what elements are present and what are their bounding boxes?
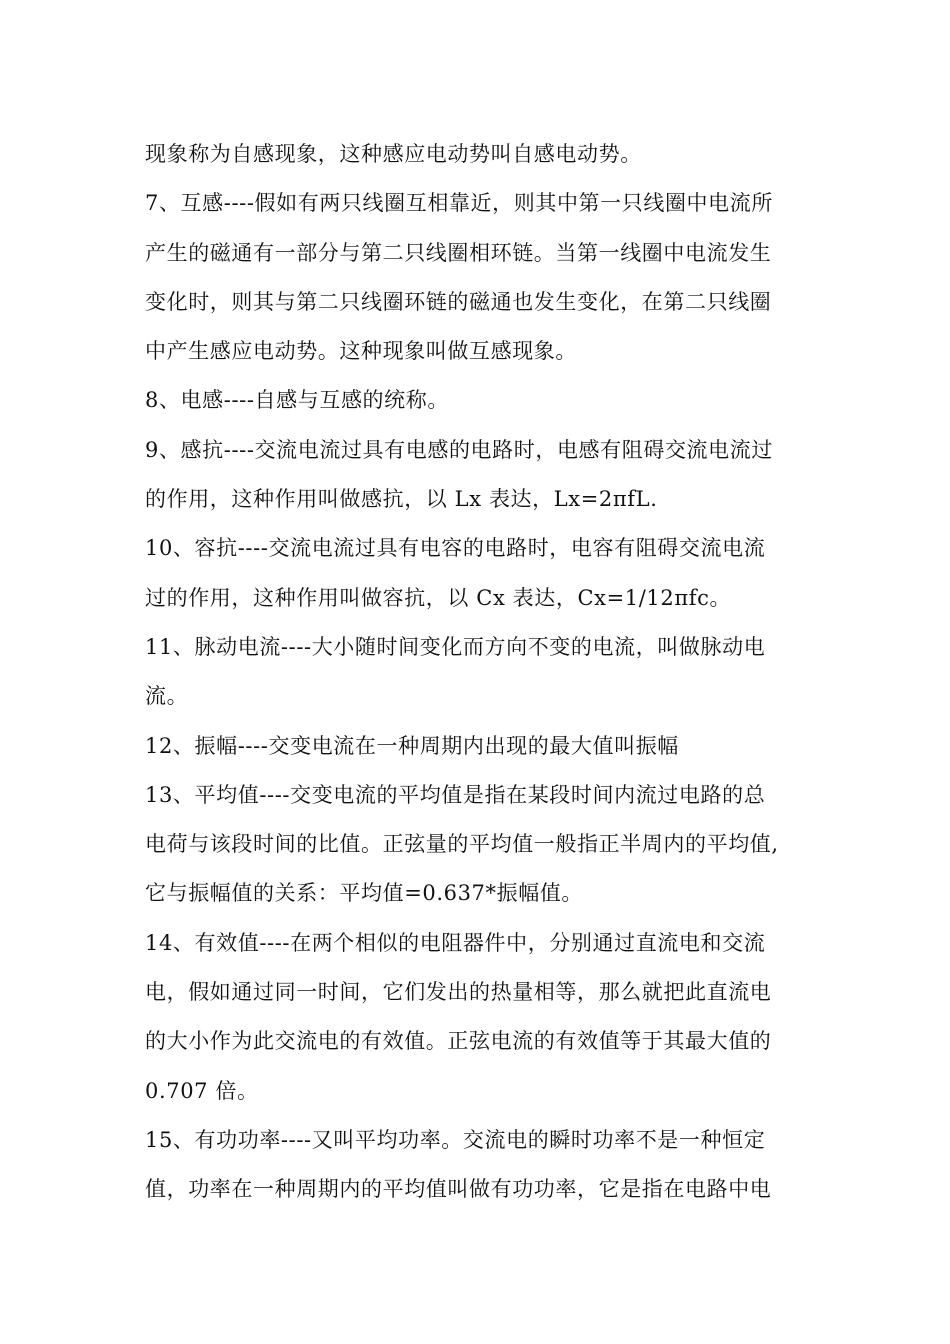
- text-line: 值，功率在一种周期内的平均值叫做有功功率，它是指在电路中电: [145, 1177, 772, 1202]
- text-line: 13、平均值----交变电流的平均值是指在某段时间内流过电路的总: [145, 782, 766, 807]
- text-line: 10、容抗----交流电流过具有电容的电路时，电容有阻碍交流电流: [145, 536, 766, 561]
- text-line: 流。: [145, 684, 189, 709]
- text-line: 14、有效值----在两个相似的电阻器件中，分别通过直流电和交流: [145, 930, 766, 955]
- text-line: 电，假如通过同一时间，它们发出的热量相等，那么就把此直流电: [145, 980, 772, 1005]
- text-line: 电荷与该段时间的比值。正弦量的平均值一般指正半周内的平均值,: [145, 832, 779, 857]
- text-line: 8、电感----自感与互感的统称。: [145, 388, 449, 413]
- document-body: [145, 130, 815, 1215]
- text-line: 它与振幅值的关系：平均值=0.637*振幅值。: [145, 881, 584, 906]
- text-line: 过的作用，这种作用叫做容抗，以 Cx 表达，Cx=1/12πfc。: [145, 585, 732, 610]
- text-line: 产生的磁通有一部分与第二只线圈相环链。当第一线圈中电流发生: [145, 240, 772, 265]
- text-line: 中产生感应电动势。这种现象叫做互感现象。: [145, 339, 577, 364]
- text-line: 11、脉动电流----大小随时间变化而方向不变的电流，叫做脉动电: [145, 634, 766, 659]
- text-line: 的大小作为此交流电的有效值。正弦电流的有效值等于其最大值的: [145, 1029, 772, 1054]
- text-line: 7、互感----假如有两只线圈互相靠近，则其中第一只线圈中电流所: [145, 191, 773, 216]
- text-line: 变化时，则其与第二只线圈环链的磁通也发生变化，在第二只线圈: [145, 289, 772, 314]
- text-line: 0.707 倍。: [145, 1078, 259, 1103]
- text-line: 的作用，这种作用叫做感抗，以 Lx 表达，Lx=2πfL.: [145, 487, 658, 512]
- text-line: 15、有功功率----又叫平均功率。交流电的瞬时功率不是一种恒定: [145, 1127, 766, 1152]
- text-line: 现象称为自感现象，这种感应电动势叫自感电动势。: [145, 142, 642, 166]
- text-line: 9、感抗----交流电流过具有电感的电路时，电感有阻碍交流电流过: [145, 437, 773, 462]
- text-line: 12、振幅----交变电流在一种周期内出现的最大值叫振幅: [145, 733, 679, 758]
